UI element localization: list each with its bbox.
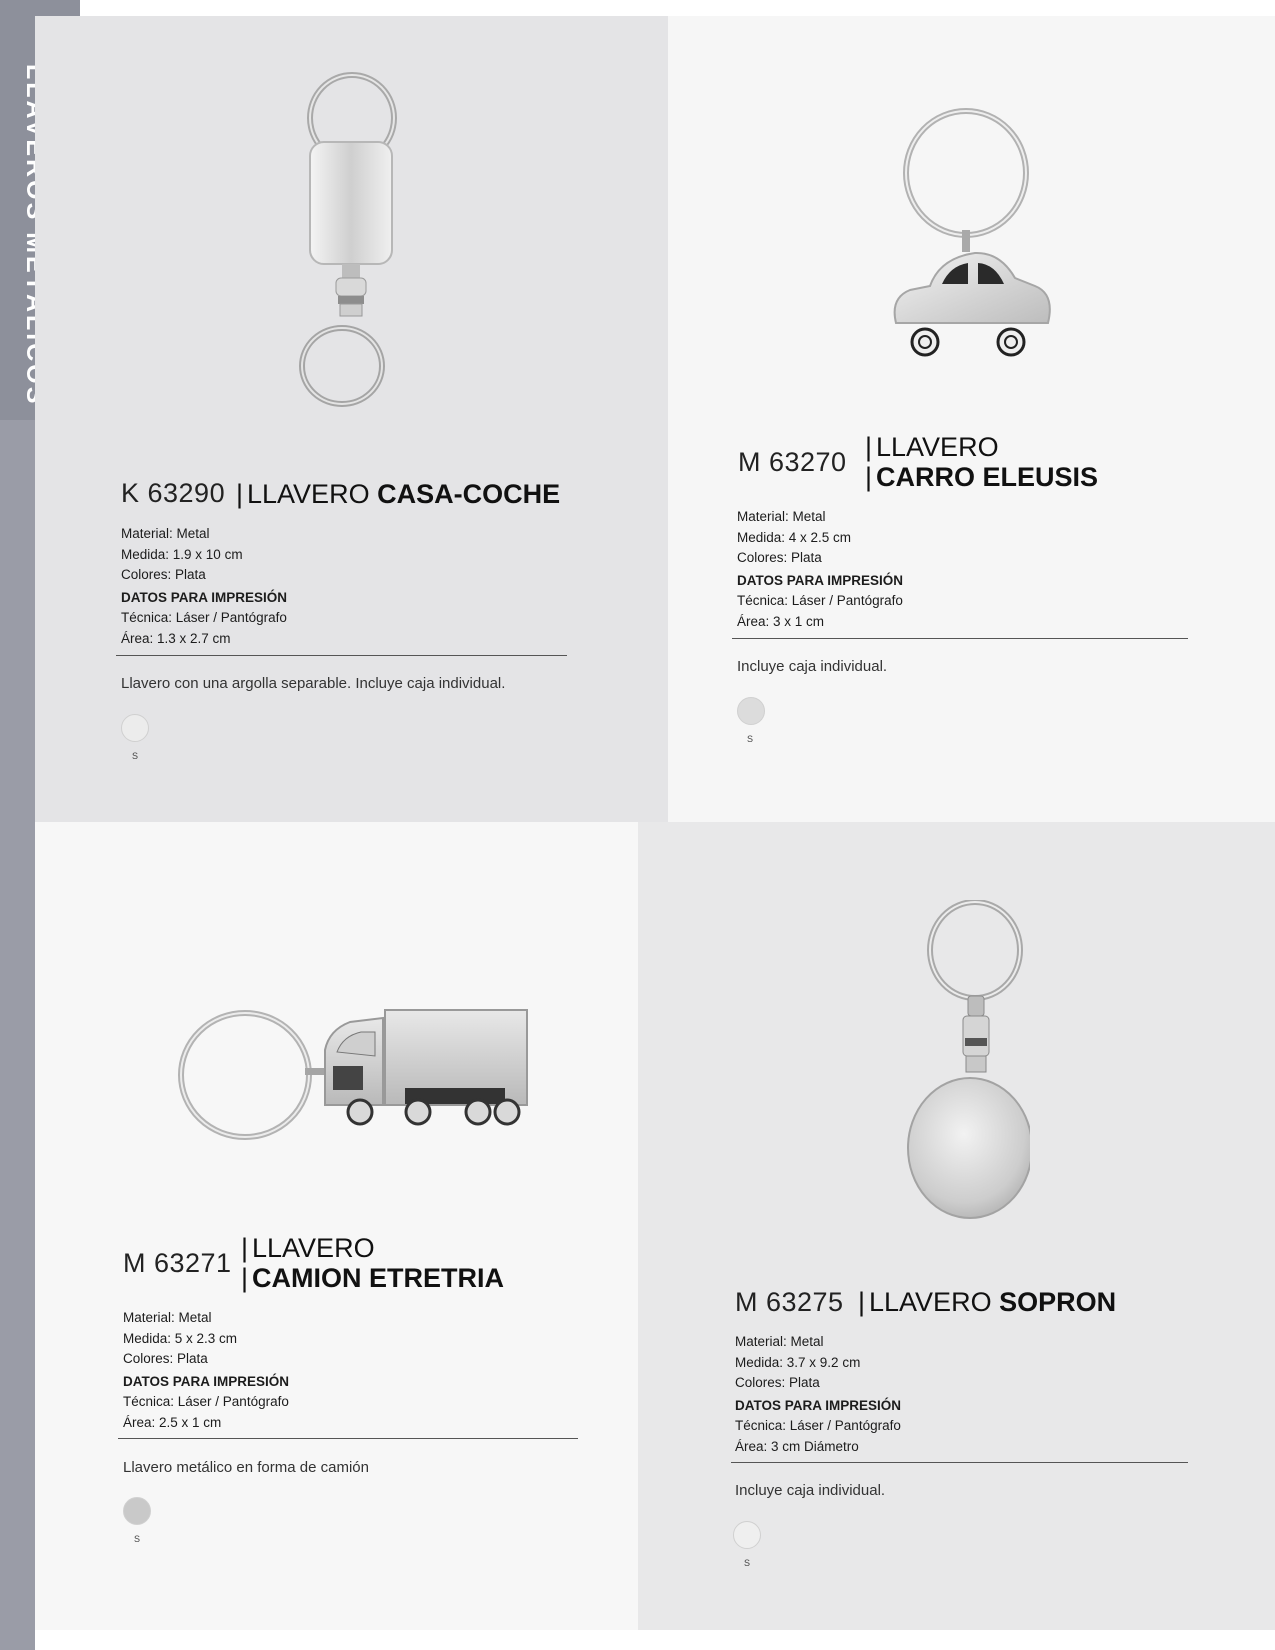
color-swatch-silver[interactable] xyxy=(733,1521,761,1549)
spec-medida: Medida: 4 x 2.5 cm xyxy=(737,529,852,545)
product-image-camion-etretria xyxy=(175,1000,530,1150)
divider xyxy=(118,1438,578,1439)
product-image-carro-eleusis xyxy=(880,98,1060,368)
spec-area: Área: 3 cm Diámetro xyxy=(735,1438,859,1454)
title-name: CARRO ELEUSIS xyxy=(876,462,1099,492)
spec-area: Área: 3 x 1 cm xyxy=(737,613,825,629)
divider xyxy=(731,1462,1188,1463)
product-description: Llavero metálico en forma de camión xyxy=(123,1459,369,1476)
spec-colores: Colores: Plata xyxy=(737,550,822,565)
title-prefix: LLAVERO xyxy=(876,432,999,462)
divider xyxy=(732,638,1188,639)
print-data-heading: DATOS PARA IMPRESIÓN xyxy=(737,572,904,588)
spec-area: Área: 1.3 x 2.7 cm xyxy=(121,630,231,646)
title-name: SOPRON xyxy=(999,1287,1117,1317)
product-code: M 63271 xyxy=(123,1248,232,1278)
spec-list xyxy=(735,1332,901,1457)
title-prefix: LLAVERO xyxy=(869,1287,992,1317)
spec-list xyxy=(123,1308,289,1433)
product-description: Incluye caja individual. xyxy=(737,658,888,675)
product-description: Llavero con una argolla separable. Incluye caja individual. xyxy=(121,675,506,692)
product-code: M 63270 xyxy=(738,447,847,477)
product-title: | LLAVERO | CARRO ELEUSIS xyxy=(865,432,1099,492)
spec-medida: Medida: 3.7 x 9.2 cm xyxy=(735,1354,861,1370)
title-name: CASA-COCHE xyxy=(377,479,561,509)
spec-area: Área: 2.5 x 1 cm xyxy=(123,1414,222,1430)
spec-colores: Colores: Plata xyxy=(121,567,206,582)
product-code: K 63290 xyxy=(121,478,226,508)
product-title: | LLAVERO SOPRON xyxy=(858,1287,1117,1317)
product-description: Incluye caja individual. xyxy=(735,1482,886,1499)
swatch-label: S xyxy=(134,1534,141,1544)
spec-list xyxy=(121,524,287,649)
swatch-label: S xyxy=(132,751,139,761)
spec-medida: Medida: 1.9 x 10 cm xyxy=(121,546,243,562)
spec-material: Material: Metal xyxy=(737,509,826,524)
swatch-label: S xyxy=(744,1558,751,1568)
product-image-sopron xyxy=(900,900,1030,1230)
title-prefix: LLAVERO xyxy=(252,1233,375,1263)
swatch-label: S xyxy=(747,734,754,744)
print-data-heading: DATOS PARA IMPRESIÓN xyxy=(121,589,288,605)
divider xyxy=(116,655,567,656)
product-image-casa-coche xyxy=(290,66,440,416)
print-data-heading: DATOS PARA IMPRESIÓN xyxy=(123,1373,290,1389)
spec-medida: Medida: 5 x 2.3 cm xyxy=(123,1330,238,1346)
spec-colores: Colores: Plata xyxy=(123,1351,208,1366)
color-swatch-silver[interactable] xyxy=(121,714,149,742)
spec-tecnica: Técnica: Láser / Pantógrafo xyxy=(121,610,287,625)
spec-material: Material: Metal xyxy=(121,526,210,541)
print-data-heading: DATOS PARA IMPRESIÓN xyxy=(735,1397,902,1413)
color-swatch-silver[interactable] xyxy=(123,1497,151,1525)
color-swatch-silver[interactable] xyxy=(737,697,765,725)
spec-tecnica: Técnica: Láser / Pantógrafo xyxy=(735,1418,901,1433)
product-code: M 63275 xyxy=(735,1287,844,1317)
spec-material: Material: Metal xyxy=(735,1334,824,1349)
spec-tecnica: Técnica: Láser / Pantógrafo xyxy=(737,593,903,608)
product-title: | LLAVERO CASA-COCHE xyxy=(236,479,561,509)
spec-tecnica: Técnica: Láser / Pantógrafo xyxy=(123,1394,289,1409)
spec-colores: Colores: Plata xyxy=(735,1375,820,1390)
product-title: | LLAVERO | CAMION ETRETRIA xyxy=(241,1233,505,1293)
title-name: CAMION ETRETRIA xyxy=(252,1263,505,1293)
title-prefix: LLAVERO xyxy=(247,479,370,509)
spec-material: Material: Metal xyxy=(123,1310,212,1325)
spec-list xyxy=(737,507,903,632)
